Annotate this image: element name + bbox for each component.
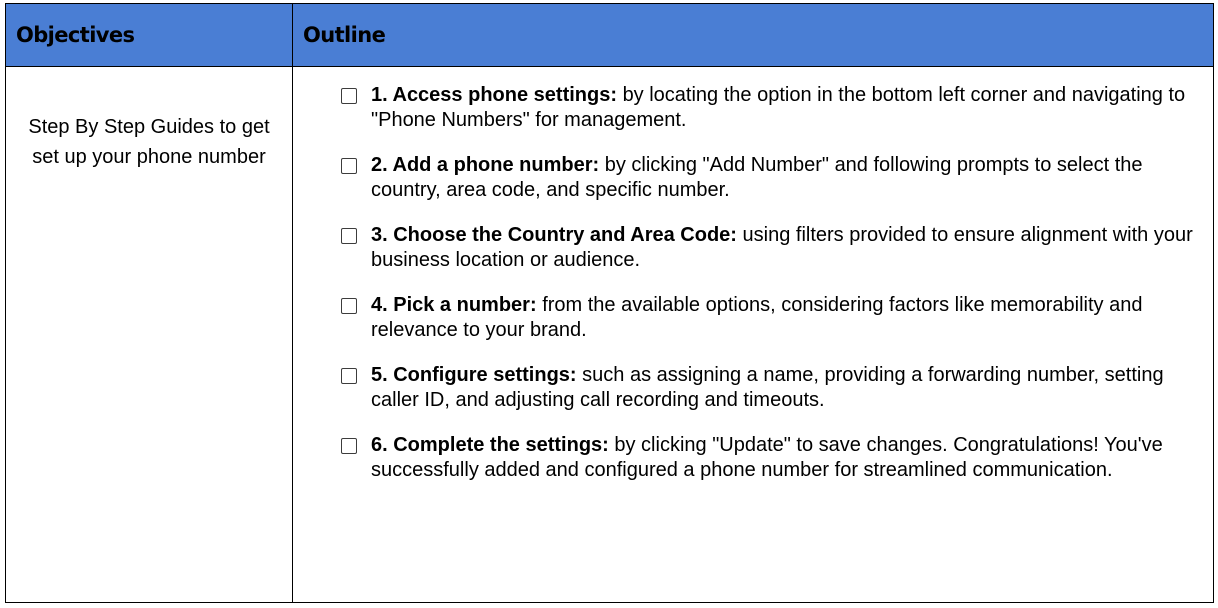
step-text [371, 433, 1203, 483]
checkbox-icon[interactable] [341, 88, 357, 104]
step-description: using filters provided to ensure alignment with your business location or audience. [371, 224, 1193, 271]
step-title: 1. Access phone settings: [371, 84, 617, 106]
outline-cell [293, 67, 1214, 603]
steps-list [341, 83, 1203, 483]
step-text [371, 363, 1203, 413]
checkbox-icon[interactable] [341, 368, 357, 384]
guide-table [5, 3, 1214, 603]
step-item-1 [341, 83, 1203, 133]
guide-table-wrapper [5, 3, 1213, 603]
step-text [371, 153, 1203, 203]
step-description: from the available options, considering factors like memorability and relevance to your brand. [371, 294, 1143, 341]
checkbox-icon[interactable] [341, 228, 357, 244]
step-title: 6. Complete the settings: [371, 434, 609, 456]
step-text [371, 293, 1203, 343]
step-title: 4. Pick a number: [371, 294, 537, 316]
step-title: 2. Add a phone number: [371, 154, 600, 176]
objective-cell: Step By Step Guides to get set up your phone number [6, 67, 293, 603]
step-text [371, 223, 1203, 273]
header-row [6, 4, 1214, 67]
step-item-2 [341, 153, 1203, 203]
step-item-4 [341, 293, 1203, 343]
step-title: 5. Configure settings: [371, 364, 577, 386]
step-title: 3. Choose the Country and Area Code: [371, 224, 737, 246]
step-item-3 [341, 223, 1203, 273]
step-item-5 [341, 363, 1203, 413]
checkbox-icon[interactable] [341, 158, 357, 174]
checkbox-icon[interactable] [341, 298, 357, 314]
content-row [6, 67, 1214, 603]
header-outline: Outline [293, 4, 1214, 67]
checkbox-icon[interactable] [341, 438, 357, 454]
step-item-6 [341, 433, 1203, 483]
step-description: by clicking "Add Number" and following prompts to select the country, area code, and specific number. [371, 154, 1143, 201]
step-text [371, 83, 1203, 133]
step-description: by clicking "Update" to save changes. Congratulations! You've successfully added and configured a phone number for streamlined communication. [371, 434, 1163, 481]
step-description: such as assigning a name, providing a forwarding number, setting caller ID, and adjusting call recording and timeouts. [371, 364, 1164, 411]
header-objectives: Objectives [6, 4, 293, 67]
step-description: by locating the option in the bottom left corner and navigating to "Phone Numbers" for management. [371, 84, 1186, 131]
